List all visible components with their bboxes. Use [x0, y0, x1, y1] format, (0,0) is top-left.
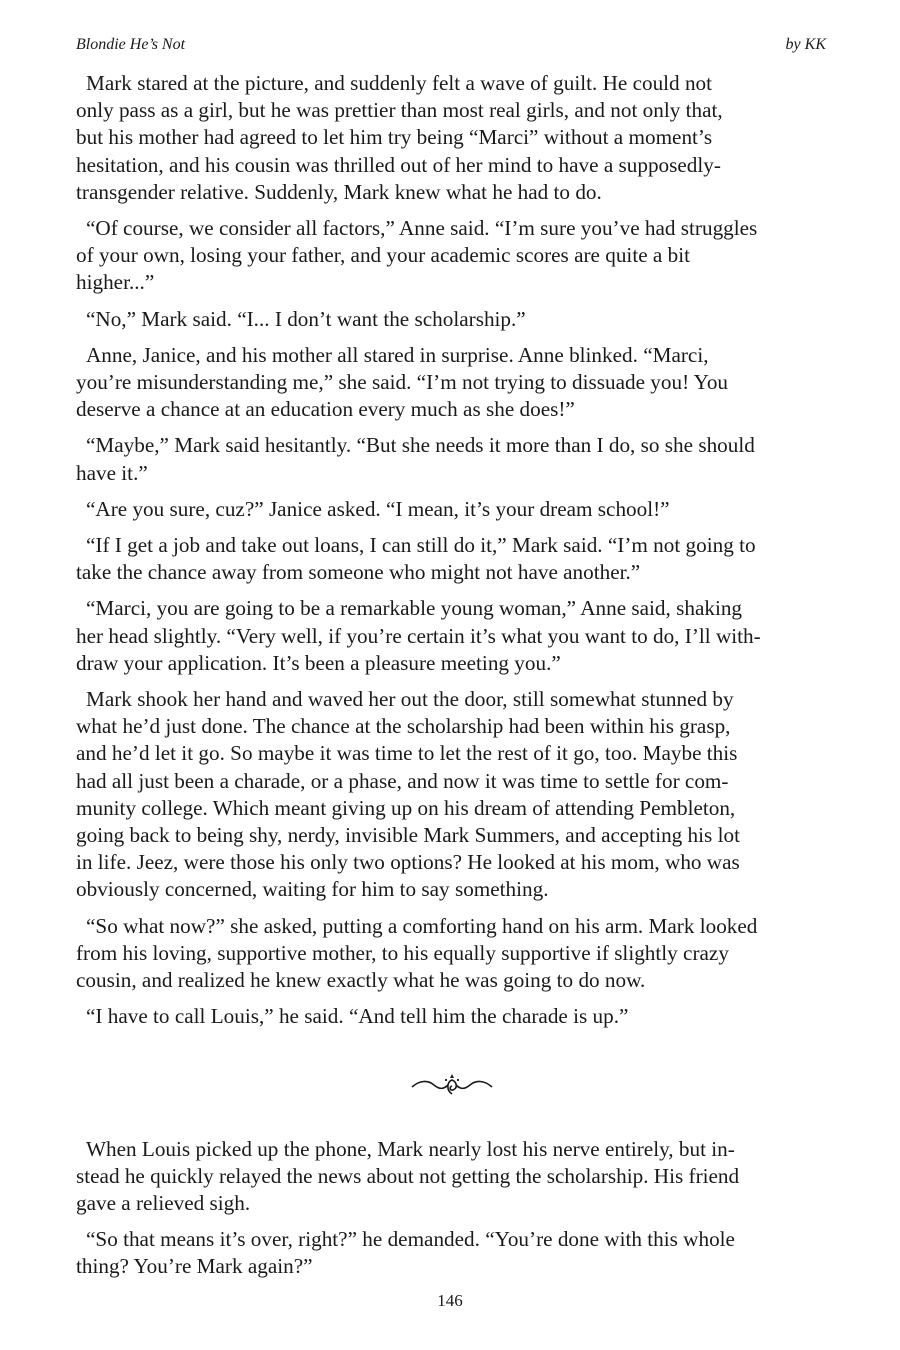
paragraph: “So that means it’s over, right?” he demanded. “You’re done with this whole thing? You’re Mark again?” — [76, 1227, 735, 1279]
paragraph: Mark shook her hand and waved her out the door, still somewhat stunned by what he’d just done. The chance at the scholarship had been within his grasp, and he’d let it go. So maybe it was time to let the rest of it go, too. Maybe this had all just been a charade, or a phase, and now it was time to settle for com- munity college. Which meant giving up on his dream of attending Pembleton, going back to being shy, nerdy, invisible Mark Summers, and accepting his lot in life. Jeez, were those his only two options? He looked at his mom, who was obviously concerned, waiting for him to say something. — [76, 687, 740, 902]
paragraph: Anne, Janice, and his mother all stared in surprise. Anne blinked. “Marci, you’re misunderstanding me,” she said. “I’m not trying to dissuade you! You deserve a chance at an education every much as she does!” — [76, 342, 729, 422]
paragraph: “Marci, you are going to be a remarkable young woman,” Anne said, shaking her head slightly. “Very well, if you’re certain it’s what you want to do, I’ll with- draw your application. It’s been a pleasure meeting you.” — [76, 596, 761, 675]
paragraph: When Louis picked up the phone, Mark nearly lost his nerve entirely, but in- stead he quickly relayed the news about not getting the scholarship. His friend gave a relieved sigh. — [76, 1136, 740, 1215]
section-after-break — [76, 1136, 828, 1281]
paragraph: “No,” Mark said. “I... I don’t want the scholarship.” — [86, 306, 526, 331]
author-name: by KK — [785, 36, 826, 53]
page-body — [76, 70, 828, 1290]
paragraph: Mark stared at the picture, and suddenly felt a wave of guilt. He could not only pass as a girl, but he was prettier than most real girls, and not only that, but his mother had agreed to let him try being “Marci” without a moment’s hesitation, and his cousin was thrilled out of her mind to have a supposedly- transgender relative. Suddenly, Mark knew what he had to do. — [76, 71, 723, 204]
book-title: Blondie He’s Not — [76, 36, 186, 53]
scene-break — [76, 1040, 828, 1130]
page-number: 146 — [437, 1291, 463, 1310]
ornamental-flourish-icon — [410, 1072, 494, 1098]
paragraph: “Maybe,” Mark said hesitantly. “But she needs it more than I do, so she should have it.” — [76, 433, 755, 485]
paragraph: “Are you sure, cuz?” Janice asked. “I mean, it’s your dream school!” — [86, 496, 670, 521]
paragraph: “Of course, we consider all factors,” Anne said. “I’m sure you’ve had struggles of your own, losing your father, and your academic scores are quite a bit higher...” — [76, 216, 758, 295]
running-header — [76, 36, 826, 58]
paragraph: “If I get a job and take out loans, I can still do it,” Mark said. “I’m not going to take the chance away from someone who might not have another.” — [76, 533, 756, 585]
paragraph: “I have to call Louis,” he said. “And tell him the charade is up.” — [86, 1004, 629, 1029]
paragraph: “So what now?” she asked, putting a comforting hand on his arm. Mark looked from his loving, supportive mother, to his equally supportive if slightly crazy cousin, and realized he knew exactly what he was going to do now. — [76, 913, 758, 993]
